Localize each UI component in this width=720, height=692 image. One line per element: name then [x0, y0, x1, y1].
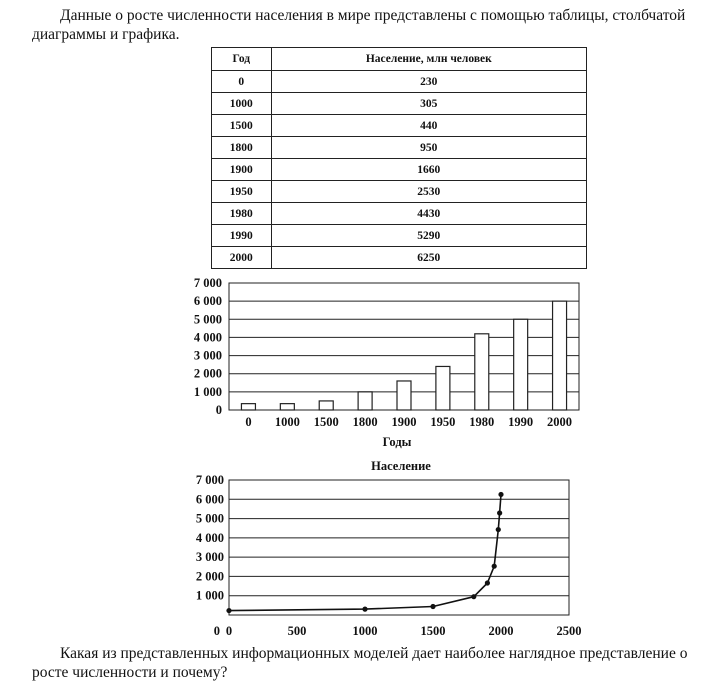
line-y-tick-label: 3 000 [195, 550, 224, 565]
bar-x-tick-label: 1500 [313, 415, 339, 429]
bar [280, 404, 294, 410]
year-cell: 1990 [212, 225, 272, 247]
line-x-tick-label: 500 [287, 624, 307, 638]
line-plot-frame [229, 480, 569, 615]
population-cell: 5290 [271, 225, 586, 247]
bar [475, 334, 489, 410]
line-data-point [471, 594, 476, 599]
population-cell: 2530 [271, 181, 586, 203]
bar [358, 392, 372, 410]
population-cell: 305 [271, 93, 586, 115]
year-cell: 1000 [212, 93, 272, 115]
bar-y-tick-label: 2 000 [193, 366, 222, 381]
line-y-zero-label: 0 [213, 624, 220, 638]
population-line [229, 495, 501, 611]
year-cell: 1980 [212, 203, 272, 225]
population-column-header: Население, млн человек [271, 48, 586, 71]
line-data-point [492, 564, 497, 569]
bar-y-tick-label: 1 000 [193, 384, 222, 399]
line-y-tick-label: 7 000 [195, 473, 224, 487]
line-data-point [498, 492, 503, 497]
line-data-point [496, 527, 501, 532]
bar [436, 366, 450, 410]
line-x-tick-label: 1000 [352, 624, 378, 638]
bar-x-tick-label: 1900 [391, 415, 417, 429]
bar [397, 381, 411, 410]
population-cell: 1660 [271, 159, 586, 181]
line-y-tick-label: 4 000 [195, 530, 224, 545]
bar-x-tick-label: 1980 [469, 415, 495, 429]
year-cell: 1900 [212, 159, 272, 181]
bar-x-tick-label: 1950 [430, 415, 456, 429]
bar-y-tick-label: 6 000 [193, 294, 222, 309]
line-x-tick-label: 1500 [420, 624, 446, 638]
question-text: Какая из представленных информационных моделей дает наиболее наглядное представление о росте численности и почему? [32, 645, 688, 681]
bar-x-tick-label: 1000 [274, 415, 300, 429]
table-row [212, 93, 587, 115]
bar-x-tick-label: 2000 [547, 415, 573, 429]
table-row [212, 137, 587, 159]
bar [553, 301, 567, 410]
line-y-tick-label: 5 000 [195, 511, 224, 526]
bar-y-tick-label: 7 000 [193, 276, 222, 290]
line-chart [0, 455, 720, 645]
bar-x-tick-label: 0 [245, 415, 252, 429]
bar-y-tick-label: 0 [215, 403, 222, 417]
table-row [212, 225, 587, 247]
year-cell: 0 [212, 71, 272, 93]
bar-y-tick-label: 5 000 [193, 312, 222, 327]
bar [241, 404, 255, 410]
line-x-tick-label: 0 [225, 624, 233, 638]
bar-y-tick-label: 4 000 [193, 330, 222, 345]
bar-chart [0, 270, 720, 450]
population-cell: 4430 [271, 203, 586, 225]
population-cell: 950 [271, 137, 586, 159]
year-column-header: Год [212, 48, 272, 71]
table-row [212, 203, 587, 225]
year-cell: 1500 [212, 115, 272, 137]
table-row [212, 115, 587, 137]
line-data-point [362, 607, 367, 612]
line-data-point [497, 510, 502, 515]
population-table [211, 47, 587, 269]
bar [319, 401, 333, 410]
bar-x-tick-label: 1800 [352, 415, 378, 429]
table-row [212, 71, 587, 93]
year-cell: 1950 [212, 181, 272, 203]
task-intro-text: Данные о росте численности населения в мире представлены с помощью таблицы, столбчатой диаграммы и графика. [32, 7, 686, 43]
line-y-tick-label: 6 000 [195, 492, 224, 507]
bar-x-axis-label: Годы [382, 435, 412, 449]
year-cell: 2000 [212, 247, 272, 269]
population-cell: 230 [271, 71, 586, 93]
table-row [212, 181, 587, 203]
bar-y-tick-label: 3 000 [193, 348, 222, 363]
table-header-row [212, 48, 587, 71]
line-data-point [430, 604, 435, 609]
line-data-point [226, 608, 231, 613]
table-body [212, 71, 587, 269]
bar-x-tick-label: 1990 [508, 415, 534, 429]
line-chart-title: Население [371, 459, 431, 473]
population-cell: 6250 [271, 247, 586, 269]
table-row [212, 159, 587, 181]
bar [514, 319, 528, 410]
line-data-point [485, 580, 490, 585]
table-row [212, 247, 587, 269]
line-x-tick-label: 2000 [488, 624, 514, 638]
line-x-tick-label: 2500 [556, 624, 582, 638]
line-y-tick-label: 1 000 [195, 588, 224, 603]
year-cell: 1800 [212, 137, 272, 159]
line-y-tick-label: 2 000 [195, 569, 224, 584]
population-cell: 440 [271, 115, 586, 137]
